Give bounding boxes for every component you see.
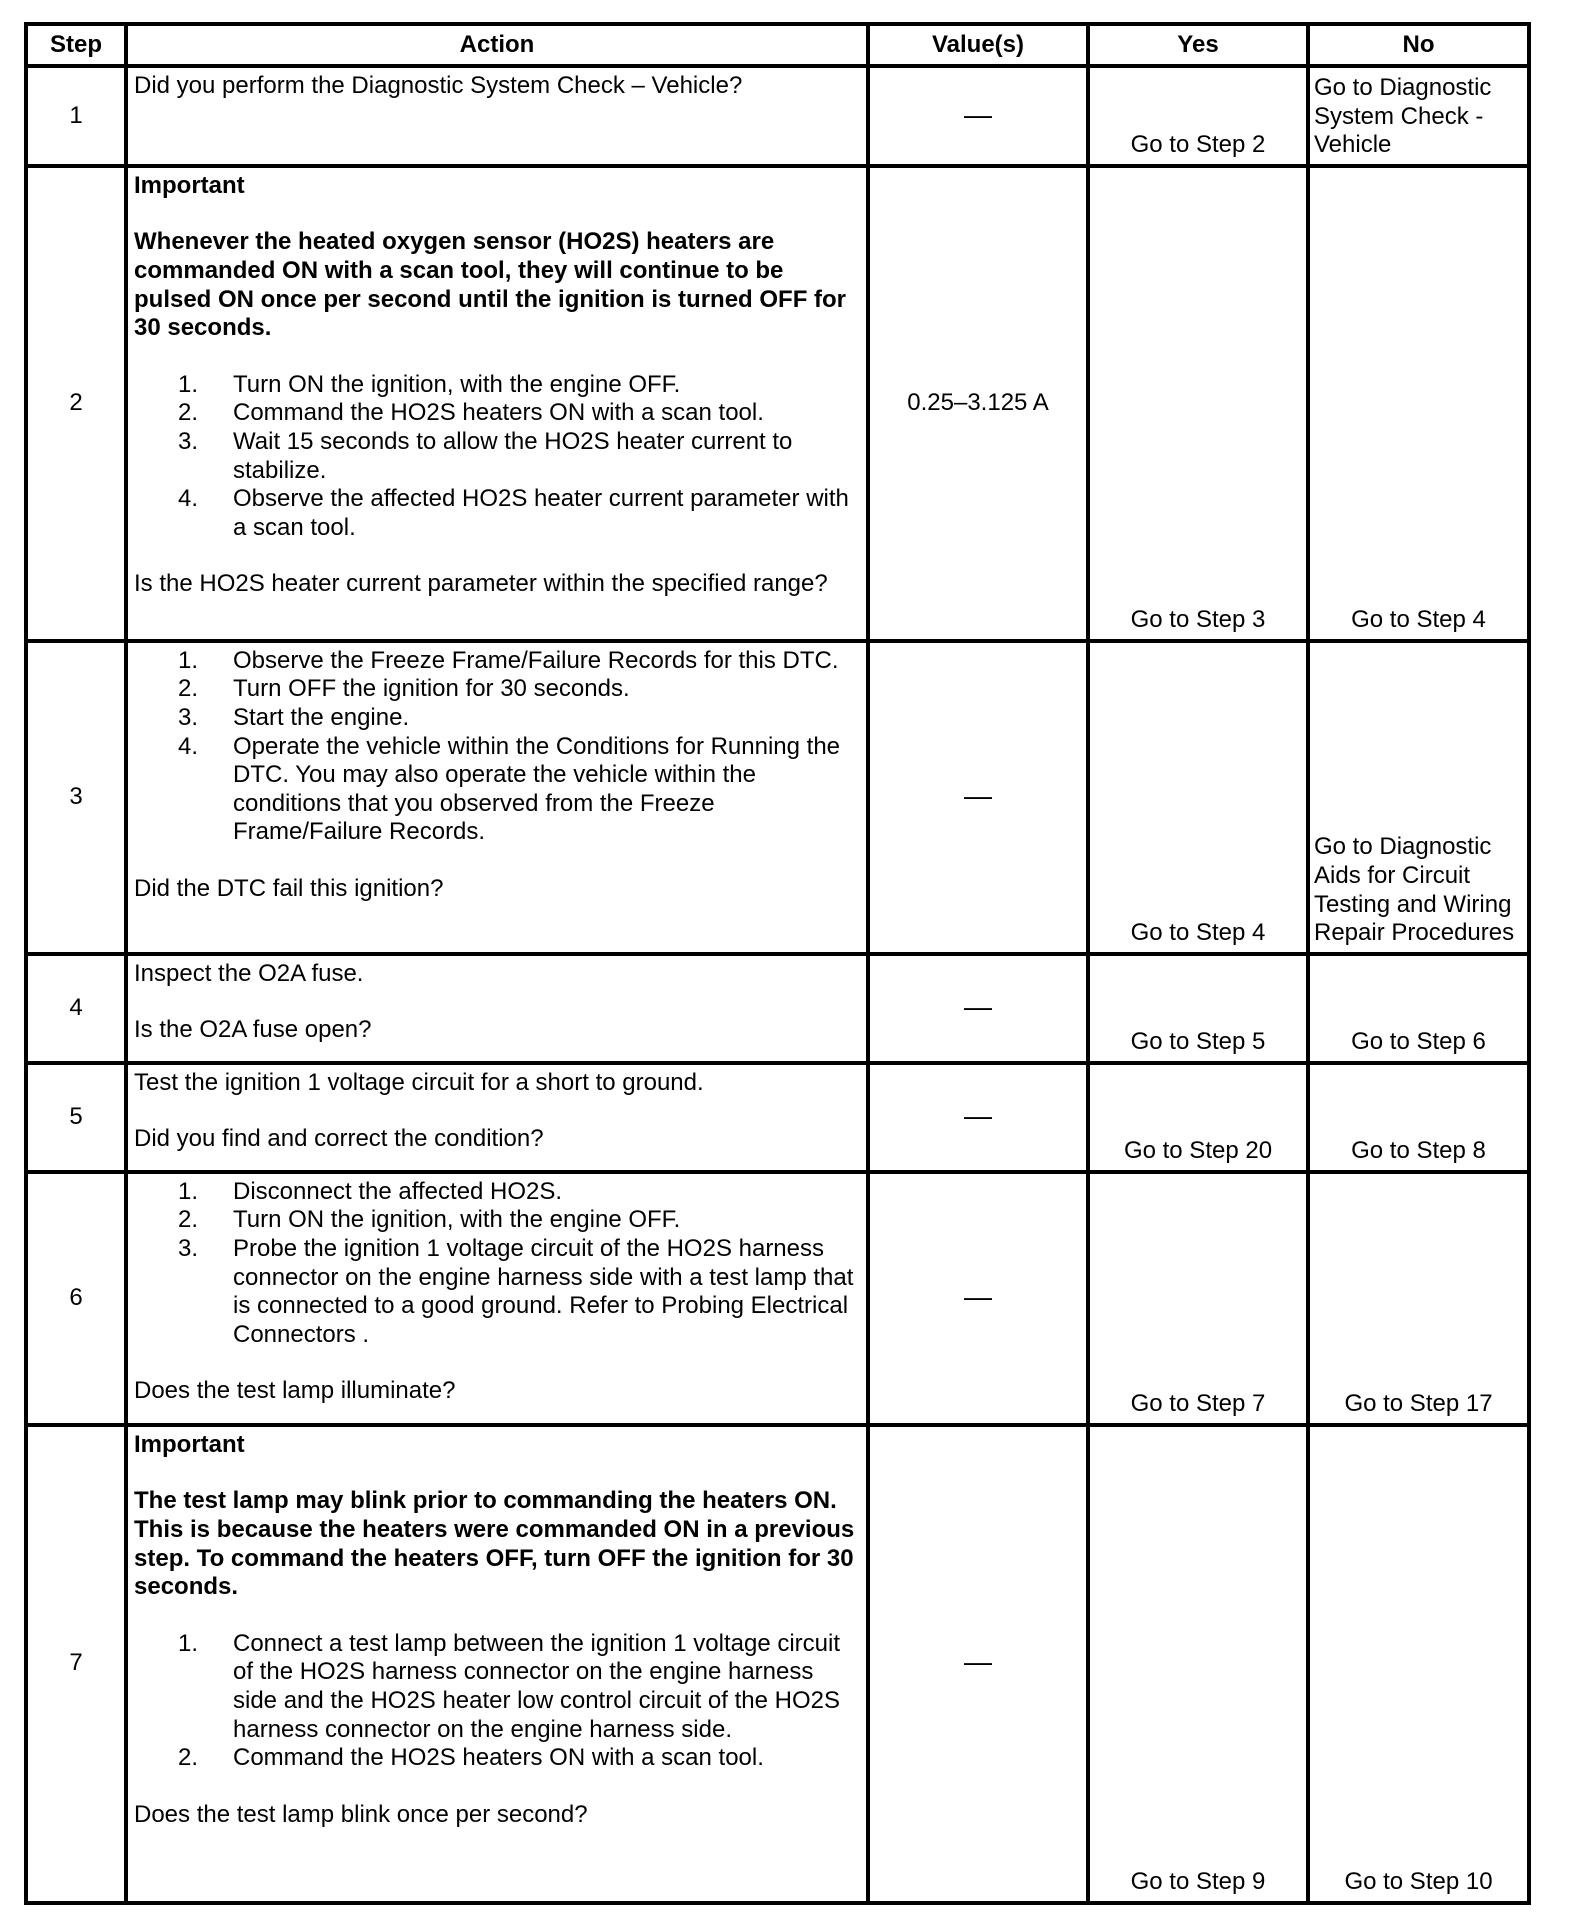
important-body: Whenever the heated oxygen sensor (HO2S) heaters are commanded ON with a scan tool, they will continue to be pulsed ON once per second until the ignition is turned OFF for 30 seconds. xyxy=(134,228,847,342)
table-row xyxy=(26,66,1529,166)
no-cell: Go to Diagnostic System Check - Vehicle xyxy=(1308,66,1529,166)
list-item: 3. Probe the ignition 1 voltage circuit of the HO2S harness connector on the engine harness side with a test lamp that is connected to a good ground. Refer to Probing Electrical Connectors . xyxy=(178,1234,854,1348)
step-number: 2 xyxy=(26,166,126,641)
yes-cell: Go to Step 3 xyxy=(1088,166,1308,641)
list-item: 1. Connect a test lamp between the ignition 1 voltage circuit of the HO2S harness connector on the engine harness side and the HO2S heater low control circuit of the HO2S harness connector on the engine harness side. xyxy=(178,1629,841,1743)
value-text: — xyxy=(964,779,992,811)
value-text: — xyxy=(964,1646,992,1678)
yes-cell: Go to Step 2 xyxy=(1088,66,1308,166)
question-text: Did you find and correct the condition? xyxy=(134,1125,544,1153)
header-yes: Yes xyxy=(1088,24,1308,66)
list-item: 1. Observe the Freeze Frame/Failure Records for this DTC. xyxy=(178,646,839,674)
action-cell xyxy=(126,1172,868,1425)
action-cell xyxy=(126,166,868,641)
value-text: 0.25–3.125 A xyxy=(907,388,1049,416)
list-item: 2. Command the HO2S heaters ON with a scan tool. xyxy=(178,399,764,427)
question-text: Does the test lamp blink once per second? xyxy=(134,1800,588,1828)
value-text: — xyxy=(964,990,992,1022)
value-cell xyxy=(868,954,1088,1063)
yes-cell: Go to Step 5 xyxy=(1088,954,1308,1063)
list-item: 1. Disconnect the affected HO2S. xyxy=(178,1177,563,1205)
header-action: Action xyxy=(126,24,868,66)
table-row xyxy=(26,641,1529,954)
no-cell: Go to Step 10 xyxy=(1308,1425,1529,1903)
procedure-list xyxy=(134,1178,860,1350)
table-row xyxy=(26,166,1529,641)
list-item: 2. Turn OFF the ignition for 30 seconds. xyxy=(178,675,630,703)
header-no: No xyxy=(1308,24,1529,66)
important-title: Important xyxy=(134,1430,245,1458)
value-cell xyxy=(868,66,1088,166)
step-number: 3 xyxy=(26,641,126,954)
list-item: 4. Observe the affected HO2S heater current parameter with a scan tool. xyxy=(178,485,849,541)
list-item: 3. Start the engine. xyxy=(178,703,410,731)
procedure-list xyxy=(134,1630,860,1773)
table-header-row xyxy=(26,24,1529,66)
action-cell xyxy=(126,1063,868,1172)
header-values: Value(s) xyxy=(868,24,1088,66)
question-text: Is the HO2S heater current parameter within the specified range? xyxy=(134,570,828,598)
yes-cell: Go to Step 9 xyxy=(1088,1425,1308,1903)
question-text: Is the O2A fuse open? xyxy=(134,1016,372,1044)
important-title: Important xyxy=(134,171,245,199)
action-cell xyxy=(126,954,868,1063)
list-item: 2. Turn ON the ignition, with the engine OFF. xyxy=(178,1206,681,1234)
yes-cell: Go to Step 7 xyxy=(1088,1172,1308,1425)
table-row xyxy=(26,1063,1529,1172)
yes-cell: Go to Step 20 xyxy=(1088,1063,1308,1172)
table-row xyxy=(26,1172,1529,1425)
table-row xyxy=(26,1425,1529,1903)
value-cell xyxy=(868,166,1088,641)
question-text: Did the DTC fail this ignition? xyxy=(134,874,444,902)
action-cell xyxy=(126,1425,868,1903)
list-item: 3. Wait 15 seconds to allow the HO2S heater current to stabilize. xyxy=(178,427,793,484)
procedure-list xyxy=(134,371,860,543)
value-cell xyxy=(868,1425,1088,1903)
no-cell: Go to Step 6 xyxy=(1308,954,1529,1063)
table-row xyxy=(26,954,1529,1063)
action-cell xyxy=(126,641,868,954)
step-number: 6 xyxy=(26,1172,126,1425)
value-text: — xyxy=(964,1280,992,1312)
important-body: The test lamp may blink prior to commanding the heaters ON. This is because the heaters were commanded ON in a previous step. To command the heaters OFF, turn OFF the ignition for 30 seconds. xyxy=(134,1487,855,1601)
question-text: Does the test lamp illuminate? xyxy=(134,1377,456,1405)
step-number: 4 xyxy=(26,954,126,1063)
value-cell xyxy=(868,1172,1088,1425)
value-text: — xyxy=(964,98,992,130)
list-item: 2. Command the HO2S heaters ON with a scan tool. xyxy=(178,1744,764,1772)
value-cell xyxy=(868,641,1088,954)
action-text: Test the ignition 1 voltage circuit for a short to ground. xyxy=(134,1068,704,1096)
step-number: 5 xyxy=(26,1063,126,1172)
value-text: — xyxy=(964,1099,992,1131)
list-item: 1. Turn ON the ignition, with the engine OFF. xyxy=(178,370,681,398)
no-cell: Go to Step 4 xyxy=(1308,166,1529,641)
action-cell xyxy=(126,66,868,166)
list-item: 4. Operate the vehicle within the Conditions for Running the DTC. You may also operate the vehicle within the conditions that you observed from the Freeze Frame/Failure Records. xyxy=(178,732,841,846)
action-text: Inspect the O2A fuse. xyxy=(134,959,364,987)
no-cell: Go to Step 17 xyxy=(1308,1172,1529,1425)
yes-cell: Go to Step 4 xyxy=(1088,641,1308,954)
header-step: Step xyxy=(26,24,126,66)
diagnostic-table xyxy=(24,22,1531,1905)
procedure-list xyxy=(134,647,860,847)
no-cell: Go to Diagnostic Aids for Circuit Testing and Wiring Repair Procedures xyxy=(1308,641,1529,954)
value-cell xyxy=(868,1063,1088,1172)
action-text: Did you perform the Diagnostic System Check – Vehicle? xyxy=(134,72,743,99)
step-number: 1 xyxy=(26,66,126,166)
no-cell: Go to Step 8 xyxy=(1308,1063,1529,1172)
step-number: 7 xyxy=(26,1425,126,1903)
